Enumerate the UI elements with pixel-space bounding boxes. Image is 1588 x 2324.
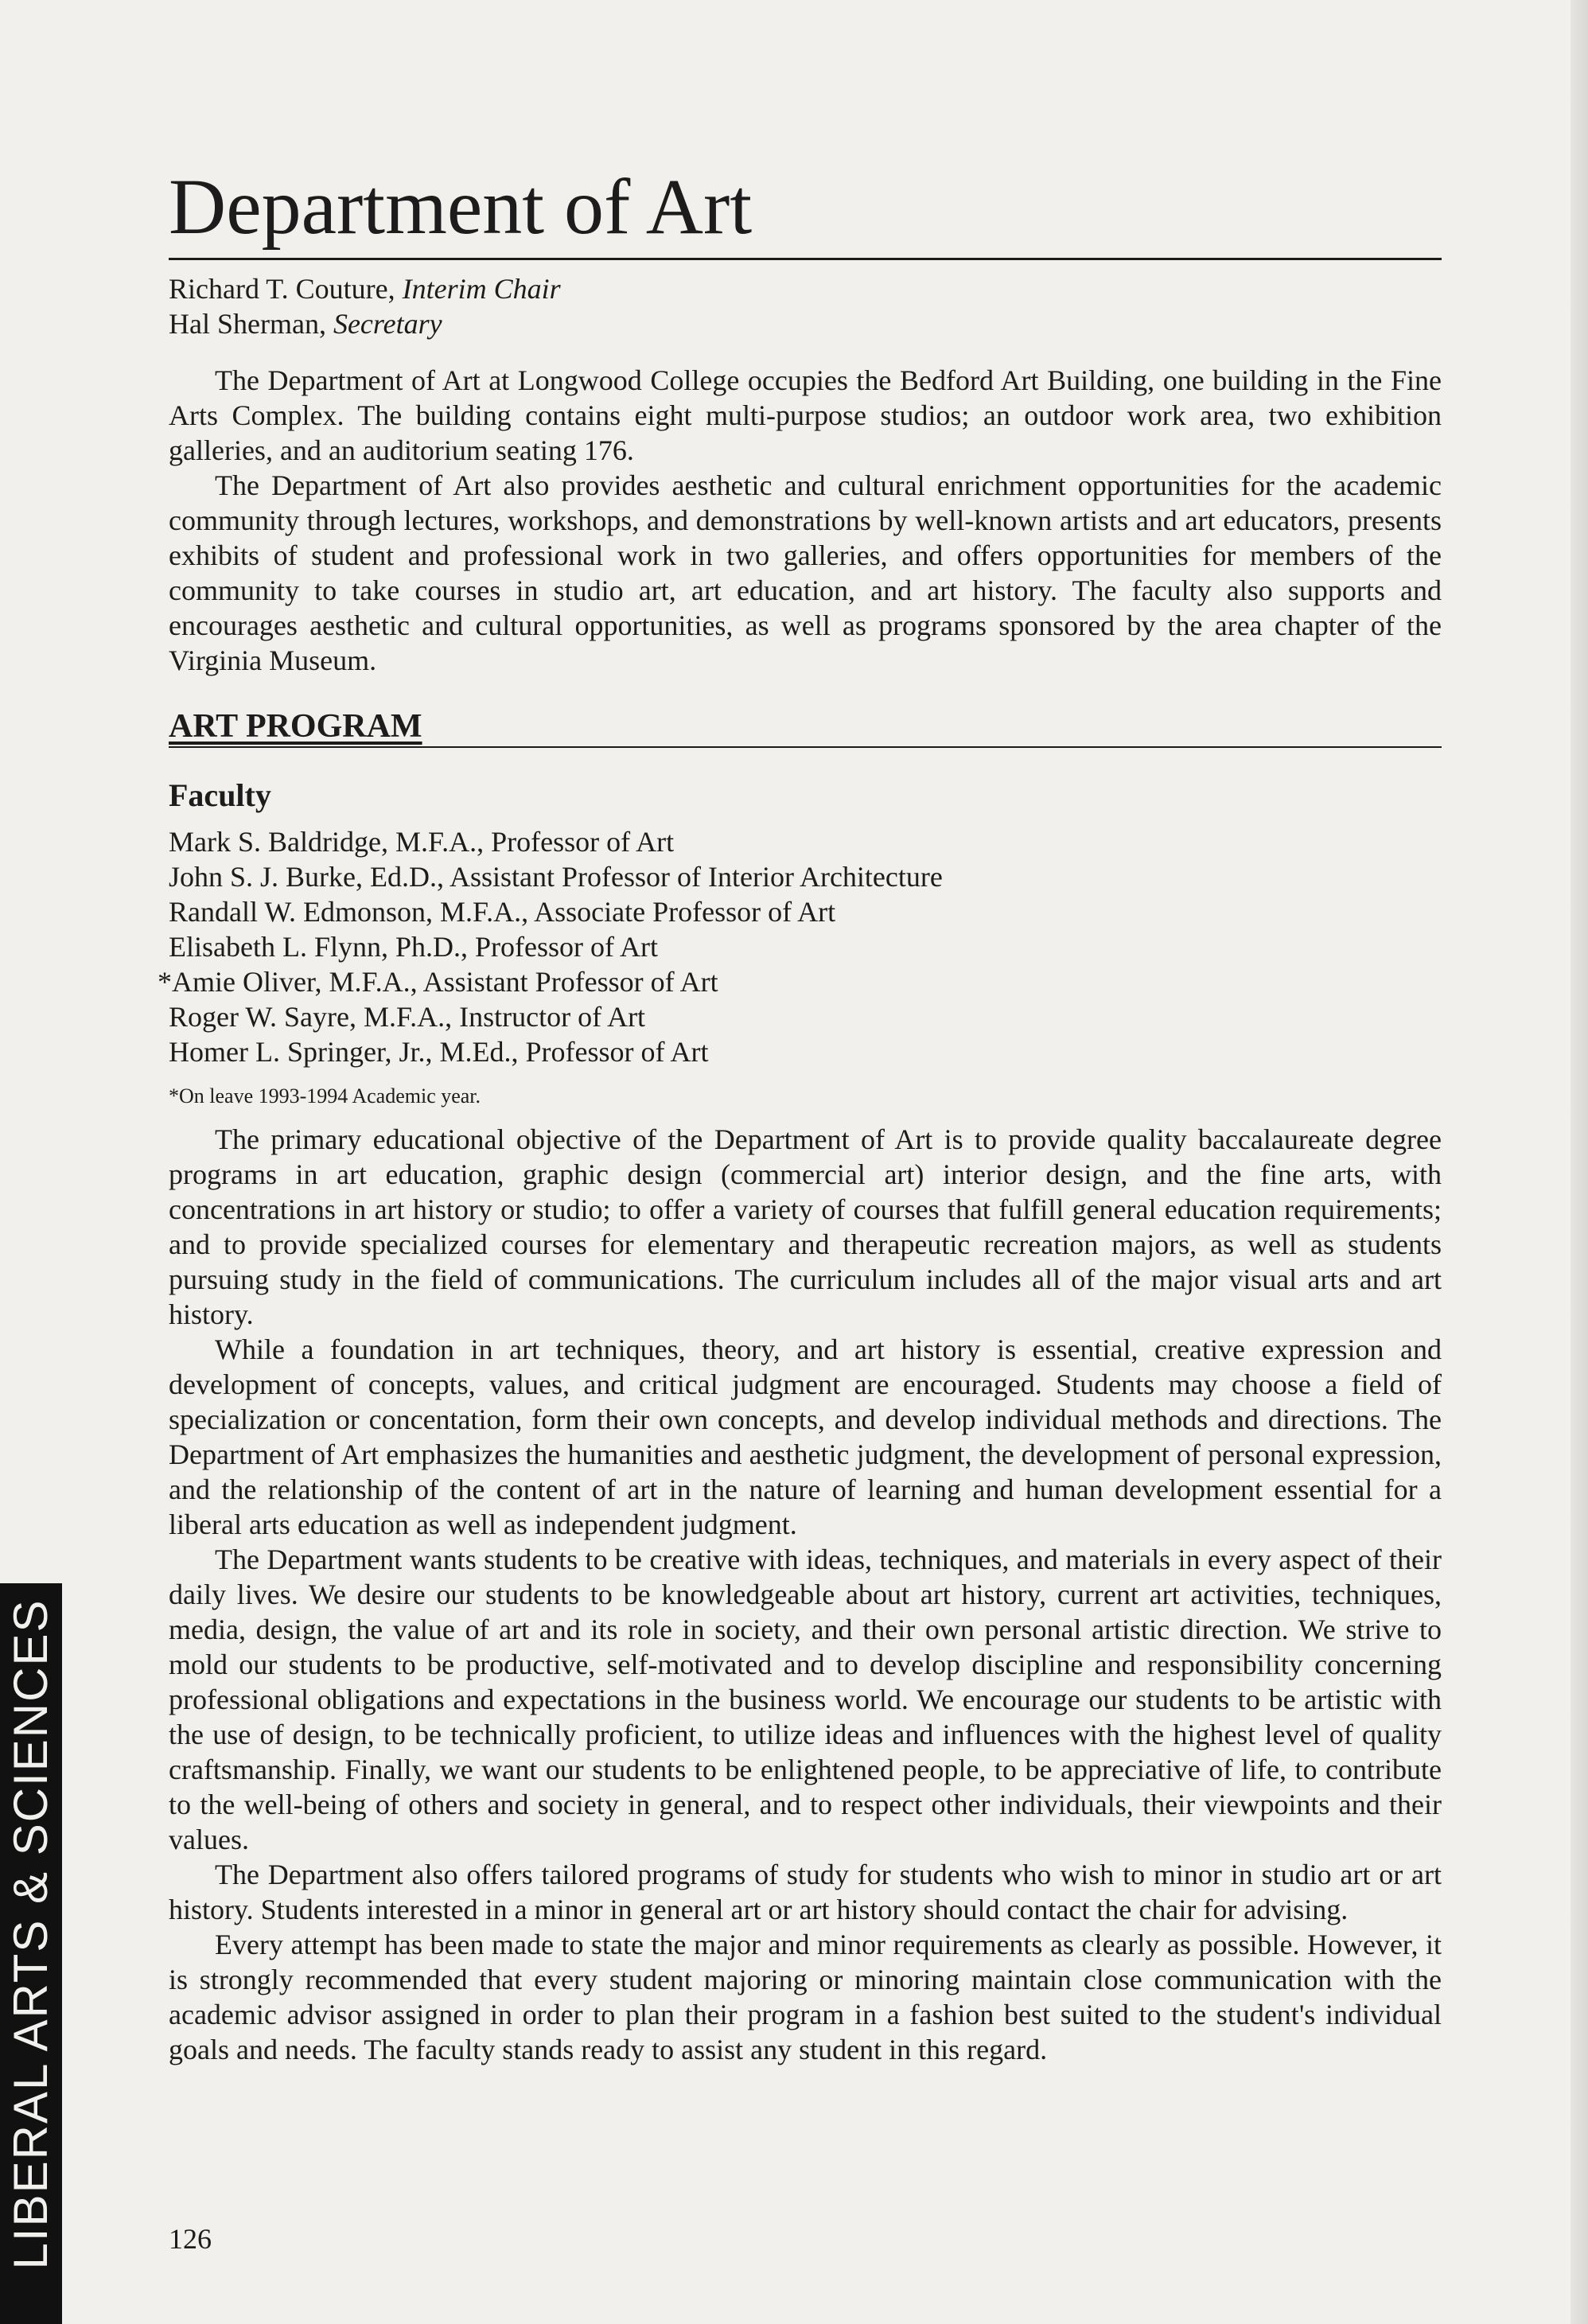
faculty-list — [158, 824, 943, 1069]
faculty-member: John S. J. Burke, Ed.D., Assistant Professor of Interior Architecture — [169, 861, 943, 893]
secretary-name: Hal Sherman, — [169, 308, 333, 340]
chair-line — [169, 271, 561, 306]
body-paragraph: Every attempt has been made to state the major and minor requirements as clearly as possible. However, it is strongly recommended that every student majoring or minoring maintain close communication with the academic advisor assigned in order to plan their program in a fashion best suited to the student's individual goals and needs. The faculty stands ready to assist any student in this regard. — [169, 1929, 1442, 2065]
faculty-member: Homer L. Springer, Jr., M.Ed., Professor of Art — [169, 1036, 709, 1068]
section-heading-art-program: ART PROGRAM — [169, 708, 422, 745]
page-title: Department of Art — [169, 162, 753, 251]
body-paragraph: The Department also offers tailored programs of study for students who wish to minor in studio art or art history. Students interested in a minor in general art or art history should contact the chair for advising. — [169, 1859, 1442, 1925]
faculty-member: Mark S. Baldridge, M.F.A., Professor of Art — [169, 826, 675, 858]
body-paragraph: The Department wants students to be creative with ideas, techniques, and materials in every aspect of their daily lives. We desire our students to be knowledgeable about art history, current art activities, techniques, media, design, the value of art and its role in society, and their own personal artistic direction. We strive to mold our students to be productive, self-motivated and to develop discipline and responsibility concerning professional obligations and expectations in the business world. We encourage our students to be artistic with the use of design, to be technically proficient, to utilize ideas and influences with the highest level of quality craftsmanship. Finally, we want our students to be enlightened people, to be appreciative of life, to contribute to the well-being of others and society in general, and to respect other individuals, their viewpoints and their values. — [169, 1543, 1442, 1855]
title-rule — [169, 258, 1442, 260]
page-edge-shadow — [1570, 0, 1588, 2324]
faculty-member: Roger W. Sayre, M.F.A., Instructor of Art — [169, 1001, 646, 1033]
faculty-member: Randall W. Edmonson, M.F.A., Associate Professor of Art — [169, 896, 836, 928]
faculty-heading: Faculty — [169, 777, 271, 813]
intro-paragraph: The Department of Art also provides aesthetic and cultural enrichment opportunities for the academic community through lectures, workshops, and demonstrations by well-known artists and art educators, presents exhibits of student and professional work in two galleries, and offers opportunities for members of the community to take courses in studio art, art education, and art history. The faculty also supports and encourages aesthetic and cultural opportunities, as well as programs sponsored by the area chapter of the Virginia Museum. — [169, 469, 1442, 676]
chair-role: Interim Chair — [402, 273, 561, 305]
body-paragraph: The primary educational objective of the Department of Art is to provide quality baccalaureate degree programs in art education, graphic design (commercial art) interior design, and the fine arts, with concentrations in art history or studio; to offer a variety of courses that fulfill general education requirements; and to provide specialized courses for elementary and therapeutic recreation majors, as well as students pursuing study in the field of communications. The curriculum includes all of the major visual arts and art history. — [169, 1123, 1442, 1330]
faculty-member: Elisabeth L. Flynn, Ph.D., Professor of Art — [169, 931, 658, 963]
chair-name: Richard T. Couture, — [169, 273, 403, 305]
secretary-role: Secretary — [333, 308, 442, 340]
side-tab-label: LIBERAL ARTS & SCIENCES — [4, 1598, 57, 2270]
art-program-text — [169, 1122, 1442, 2067]
department-staff — [169, 271, 561, 341]
secretary-line — [169, 306, 561, 341]
body-paragraph: While a foundation in art techniques, theory, and art history is essential, creative expression and development of concepts, values, and critical judgment are encouraged. Students may choose a field of specialization or concentation, form their own concepts, and develop individual methods and directions. The Department of Art emphasizes the humanities and aesthetic judgment, the development of personal expression, and the relationship of the content of art in the nature of learning and human development essential for a liberal arts education as well as independent judgment. — [169, 1333, 1442, 1540]
page-number: 126 — [169, 2223, 212, 2255]
faculty-member: *Amie Oliver, M.F.A., Assistant Professor of Art — [158, 966, 718, 998]
section-rule — [169, 746, 1442, 748]
intro-paragraph: The Department of Art at Longwood College occupies the Bedford Art Building, one building in the Fine Arts Complex. The building contains eight multi-purpose studios; an outdoor work area, two exhibition galleries, and an auditorium seating 176. — [169, 364, 1442, 466]
leave-footnote: *On leave 1993-1994 Academic year. — [169, 1084, 481, 1108]
intro-text — [169, 363, 1442, 678]
